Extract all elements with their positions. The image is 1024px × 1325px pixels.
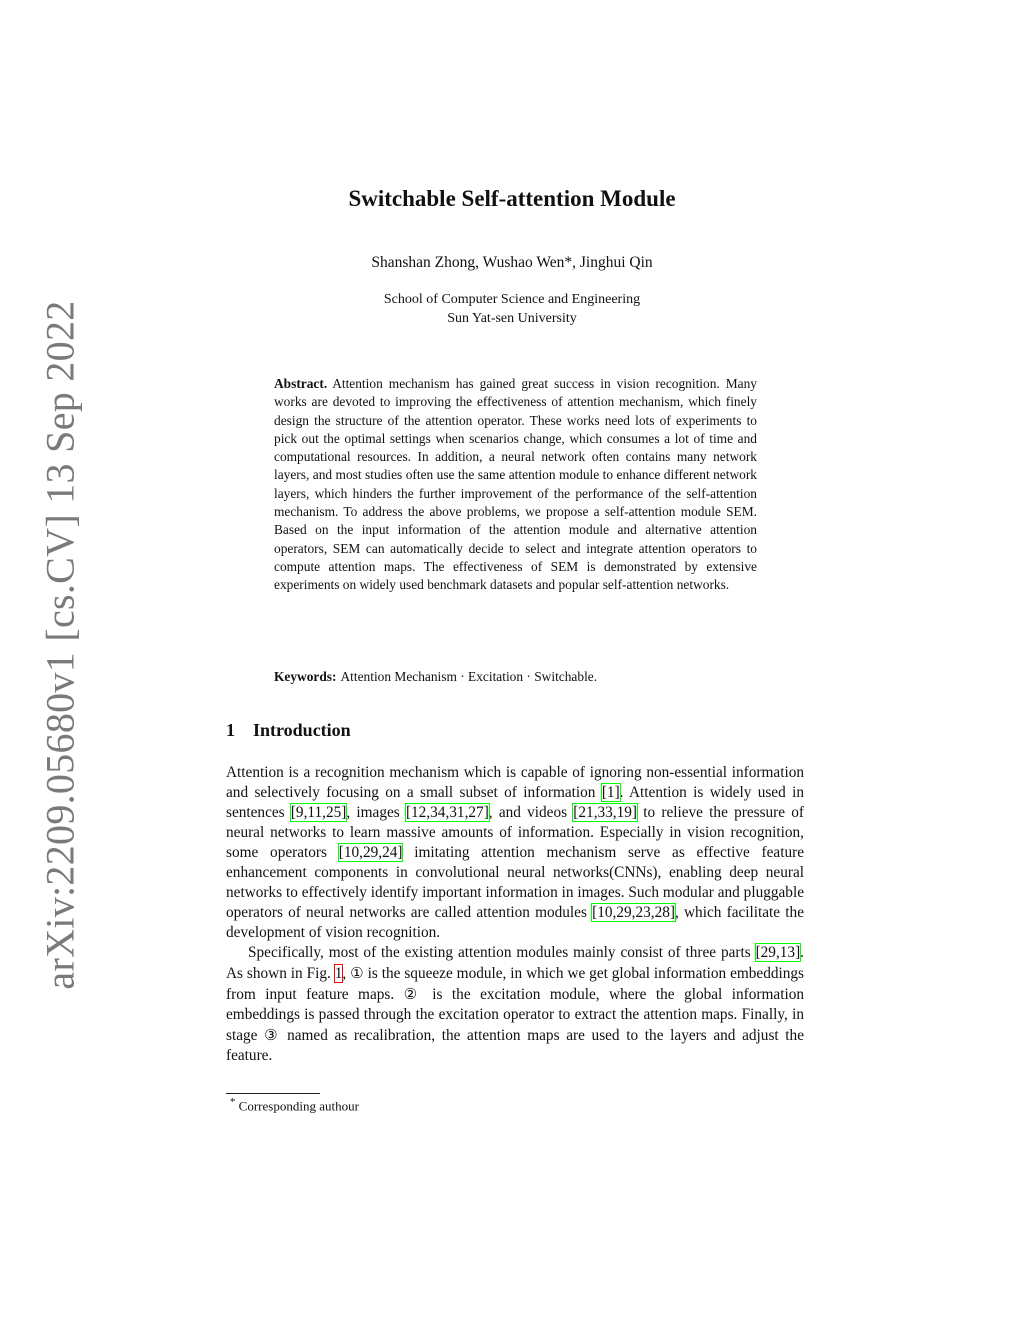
citation-link[interactable]: [9,11,25] bbox=[290, 804, 347, 821]
text-run: . As shown in Fig. bbox=[226, 944, 804, 982]
arxiv-identifier-stamp: arXiv:2209.05680v1 [cs.CV] 13 Sep 2022 bbox=[37, 300, 83, 990]
text-run: , bbox=[342, 965, 351, 982]
figure-reference-link[interactable]: 1 bbox=[334, 965, 343, 982]
paper-title: Switchable Self-attention Module bbox=[348, 186, 676, 211]
keywords-label: Keywords: bbox=[274, 669, 337, 684]
affiliation-school: School of Computer Science and Engineering bbox=[383, 292, 641, 307]
citation-link[interactable]: [1] bbox=[601, 784, 620, 801]
text-run: is the excitation module, where the global information embeddings is passed through the excitation operator to extract the attention maps. Finally, in stage bbox=[226, 986, 804, 1044]
citation-link[interactable]: [21,33,19] bbox=[573, 804, 638, 821]
section-heading-introduction bbox=[226, 720, 351, 741]
text-run: , which facilitate the development of vision recognition. bbox=[226, 904, 804, 941]
circled-one-icon: ① bbox=[350, 964, 364, 982]
footnote-divider bbox=[226, 1093, 320, 1094]
citation-link[interactable]: [12,34,31,27] bbox=[405, 804, 489, 821]
circled-two-icon: ② bbox=[403, 985, 423, 1003]
footnote-text: Corresponding authour bbox=[238, 1098, 359, 1114]
abstract-label: Abstract. bbox=[274, 376, 328, 391]
abstract-text: Attention mechanism has gained great success in vision recognition. Many works are devoted to improving the effectiveness of attention mechanism, which finely design the structure of the attention operator. These works need lots of experiments to pick out the optimal settings when scenarios change, which consumes a lot of time and computational resources. In addition, a neural network often contains many network layers, and most studies often use the same attention module to enhance different network layers, which hinders the further improvement of the performance of the self-attention mechanism. To address the above problems, we propose a self-attention module SEM. Based on the input information of the attention module and alternative attention operators, SEM can automatically decide to select and integrate attention operators to compute attention maps. The effectiveness of SEM is demonstrated by extensive experiments on widely used benchmark datasets and popular self-attention networks. bbox=[274, 376, 757, 593]
citation-link[interactable]: [29,13] bbox=[755, 944, 801, 961]
text-run: , and videos bbox=[488, 804, 574, 821]
text-run: , images bbox=[346, 804, 406, 821]
intro-paragraph-1 bbox=[226, 763, 804, 943]
text-run: . Attention is widely used in sentences bbox=[226, 784, 804, 821]
section-title: Introduction bbox=[253, 720, 351, 740]
footnote-marker: * bbox=[230, 1096, 236, 1108]
text-run: named as recalibration, the attention maps are used to the layers and adjust the feature. bbox=[226, 1027, 805, 1064]
citation-link[interactable]: [10,29,24] bbox=[338, 844, 403, 861]
section-number: 1 bbox=[226, 720, 235, 740]
citation-link[interactable]: [10,29,23,28] bbox=[592, 904, 675, 921]
affiliation-university: Sun Yat-sen University bbox=[447, 311, 577, 326]
text-run: Specifically, most of the existing attention modules mainly consist of three parts bbox=[248, 944, 756, 961]
intro-paragraph-2 bbox=[226, 943, 804, 1066]
affiliation bbox=[0, 290, 1024, 328]
text-run: Attention is a recognition mechanism which is capable of ignoring non-essential information and selectively focusing on a small subset of information bbox=[226, 764, 804, 801]
circled-three-icon: ③ bbox=[264, 1026, 281, 1044]
footnote bbox=[230, 1096, 359, 1114]
keywords-text: Attention Mechanism · Excitation · Switchable. bbox=[340, 669, 598, 684]
abstract bbox=[274, 375, 757, 595]
text-run: to relieve the pressure of neural networks to learn massive amounts of information. Especially in vision recognition, some operators bbox=[226, 804, 805, 861]
introduction-body bbox=[226, 763, 804, 1066]
text-run: is the squeeze module, in which we get global information embeddings from input feature maps. bbox=[226, 965, 804, 1003]
author-list: Shanshan Zhong, Wushao Wen*, Jinghui Qin bbox=[371, 254, 653, 271]
keywords bbox=[274, 669, 757, 685]
text-run: imitating attention mechanism serve as effective feature enhancement components in convolutional neural networks(CNNs), enabling deep neural networks to effectively identify important information in images. Such modular and pluggable operators of neural networks are called attention modules bbox=[226, 844, 804, 921]
